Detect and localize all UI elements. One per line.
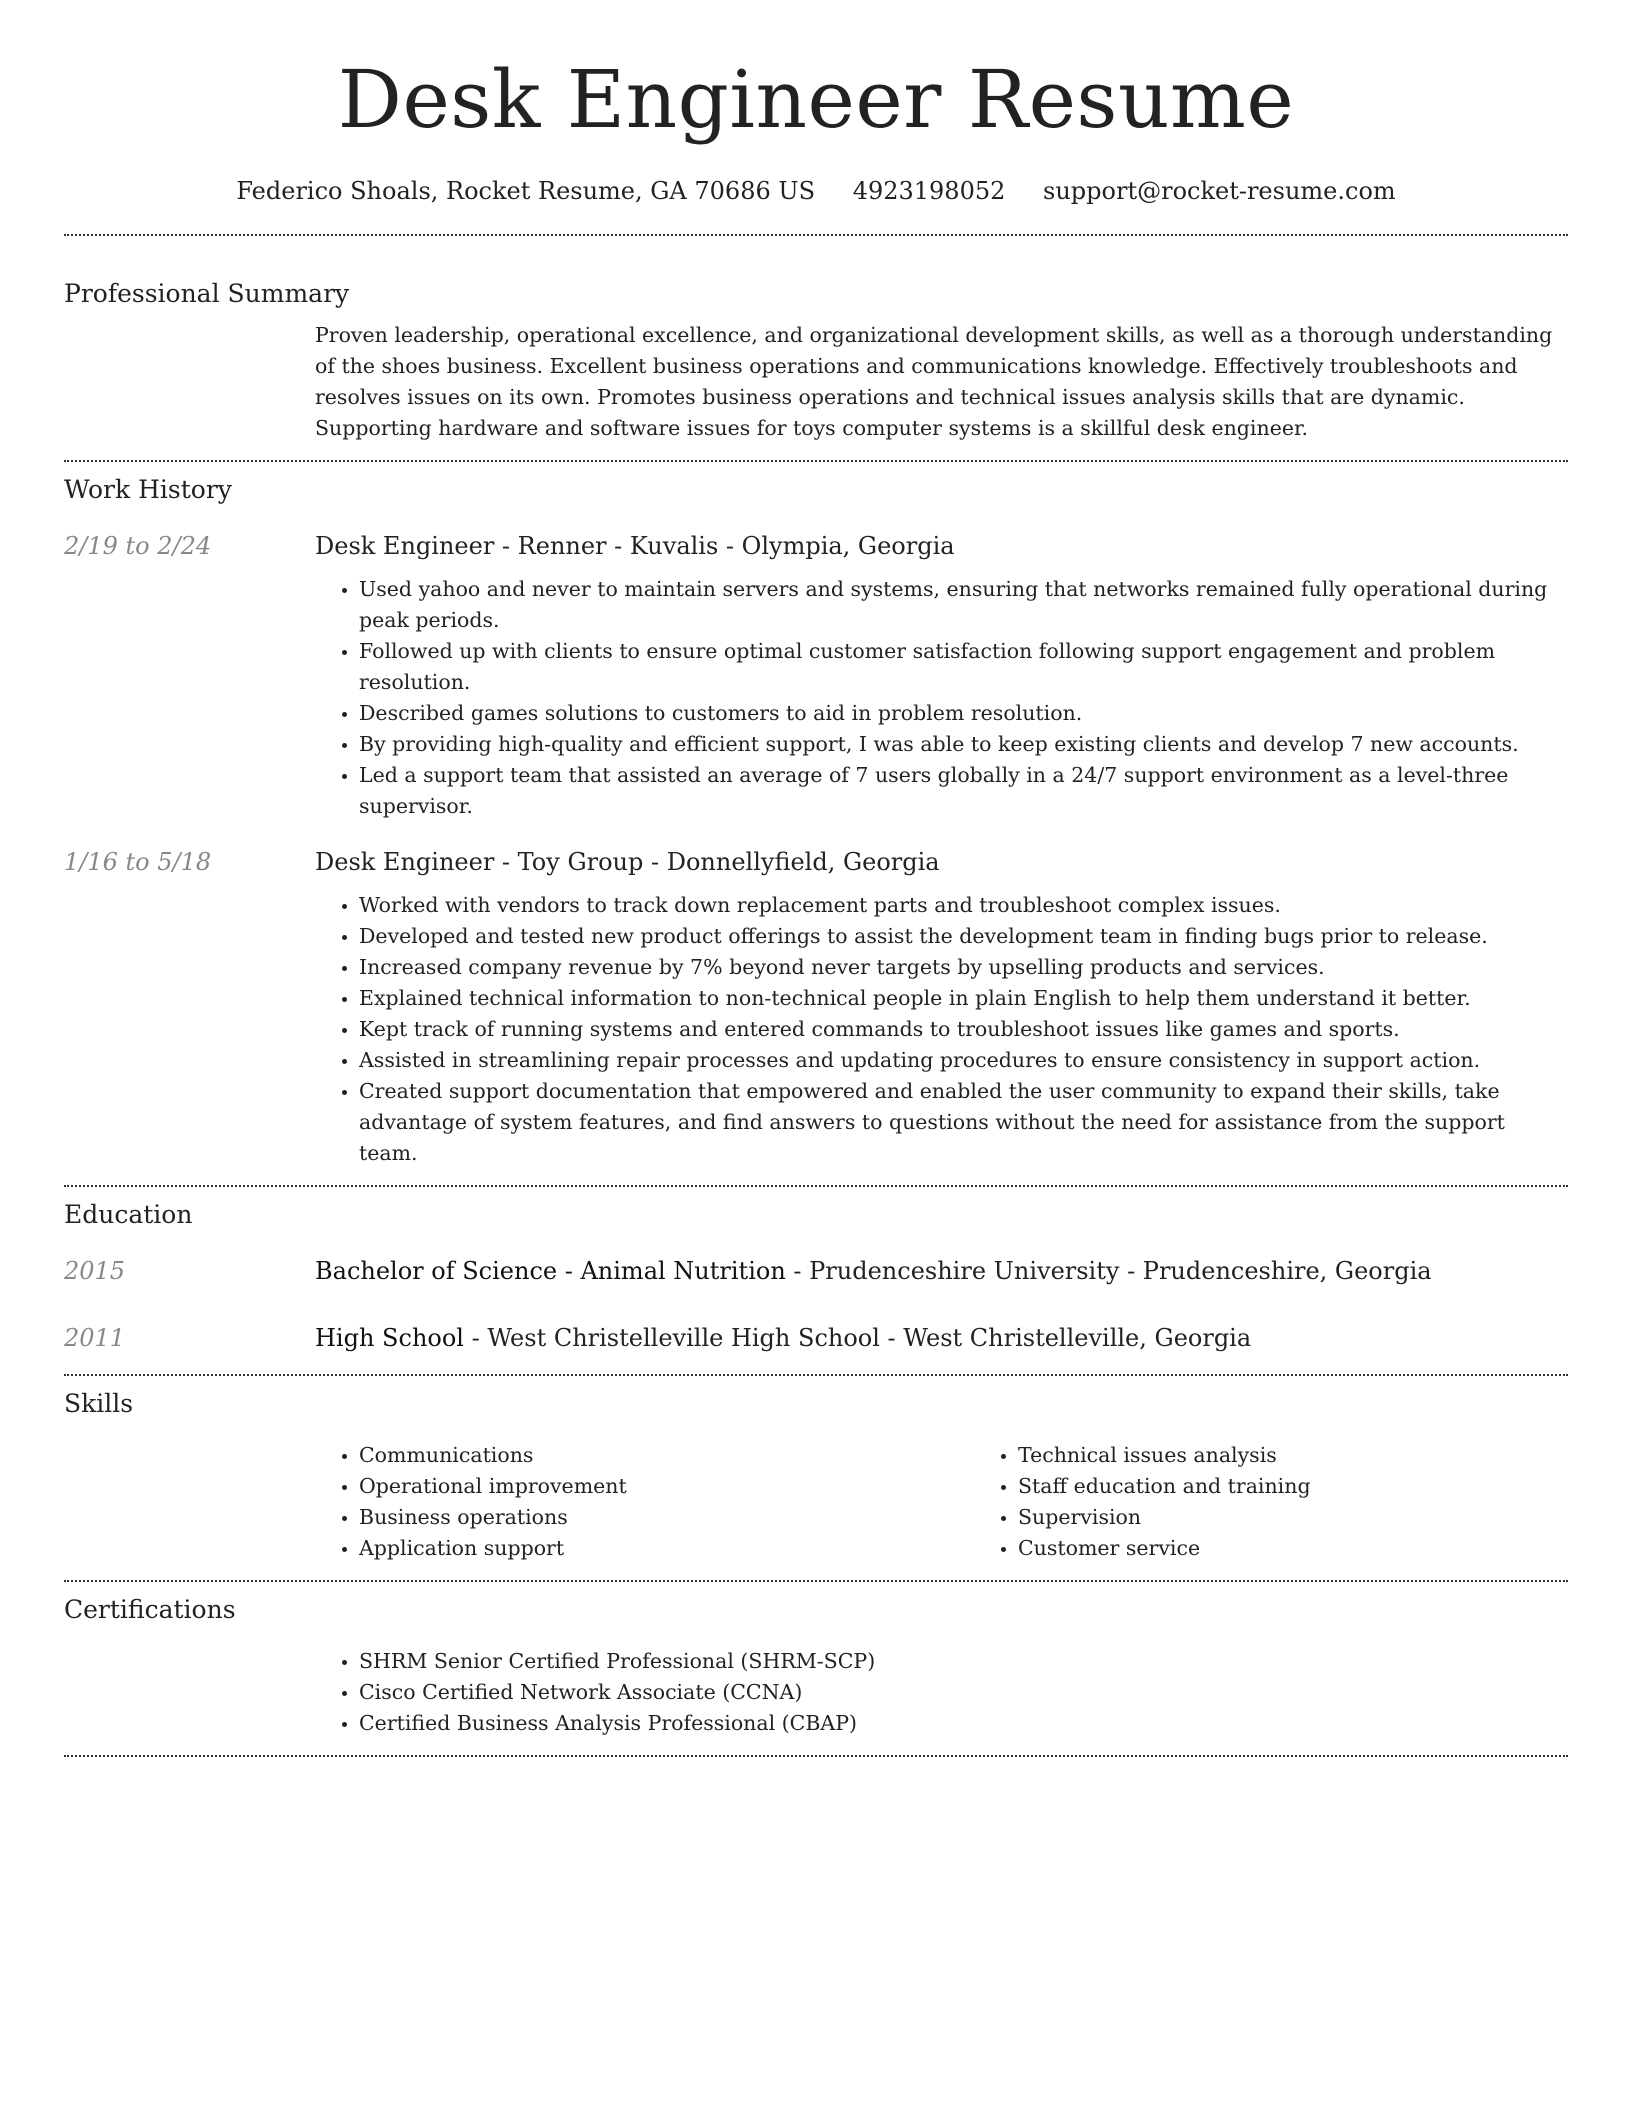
summary-text: Proven leadership, operational excellence, and organizational development skills, as well as a thorough understanding of the shoes business. Excellent business operations and communications knowledge. Effectively troubleshoots and resolves issues on its own. Promotes business operations and technical issues analysis skills that are dynamic. Supporting hardware and software issues for toys computer systems is a skillful desk engineer. — [315, 323, 1553, 440]
job-dates: 2/19 to 2/24 — [64, 532, 212, 560]
skills-list-left — [315, 1440, 974, 1564]
job-bullet: • Described games solutions to customers to aid in problem resolution. — [359, 698, 1568, 729]
skills-list-right — [974, 1440, 1632, 1564]
education-degree: High School — [315, 1324, 464, 1352]
education-details: - Prudenceshire University - Prudenceshire, Georgia — [785, 1257, 1432, 1285]
education-line — [315, 1322, 1568, 1354]
skill-item: • Supervision — [1018, 1502, 1632, 1533]
job-bullet: • Assisted in streamlining repair processes and updating procedures to ensure consistency in support action. — [359, 1045, 1568, 1076]
job-bullet: • Worked with vendors to track down replacement parts and troubleshoot complex issues. — [359, 890, 1568, 921]
education-line — [315, 1255, 1568, 1287]
education-details: - West Christelleville High School - West Christelleville, Georgia — [463, 1324, 1252, 1352]
job-bullet: • Kept track of running systems and entered commands to troubleshoot issues like games and sports. — [359, 1014, 1568, 1045]
job-heading — [315, 846, 1568, 878]
job-bullet: • Developed and tested new product offerings to assist the development team in finding bugs prior to release. — [359, 921, 1568, 952]
skill-item: • Customer service — [1018, 1533, 1632, 1564]
work-history-heading: Work History — [64, 475, 232, 504]
certification-item: • SHRM Senior Certified Professional (SHRM-SCP) — [359, 1646, 1568, 1677]
skills-section — [64, 1388, 1568, 1564]
education-degree: Bachelor of Science - Animal Nutrition — [315, 1257, 786, 1285]
education-heading: Education — [64, 1200, 193, 1229]
resume-title: Desk Engineer Resume — [337, 53, 1295, 146]
job-bullets — [315, 574, 1568, 822]
skill-item: • Communications — [359, 1440, 974, 1471]
skill-item: • Application support — [359, 1533, 974, 1564]
contact-email: support@rocket-resume.com — [1043, 177, 1396, 205]
job-role: Desk Engineer — [315, 848, 495, 876]
job-dates: 1/16 to 5/18 — [64, 848, 212, 876]
job-details: - Renner - Kuvalis - Olympia, Georgia — [494, 532, 955, 560]
contact-address: Federico Shoals, Rocket Resume, GA 70686 US — [236, 177, 816, 205]
skills-heading: Skills — [64, 1389, 134, 1418]
job-bullet: • Explained technical information to non-technical people in plain English to help them understand it better. — [359, 983, 1568, 1014]
section-divider — [64, 1374, 1568, 1376]
section-divider — [64, 1580, 1568, 1582]
contact-line — [64, 176, 1568, 206]
job-bullet: • Followed up with clients to ensure optimal customer satisfaction following support engagement and problem resolution. — [359, 636, 1568, 698]
skill-item: • Business operations — [359, 1502, 974, 1533]
job-details: - Toy Group - Donnellyfield, Georgia — [494, 848, 940, 876]
work-history-section — [64, 474, 1568, 1169]
education-year: 2011 — [64, 1324, 126, 1352]
resume-page — [64, 0, 1568, 1757]
skill-item: • Technical issues analysis — [1018, 1440, 1632, 1471]
skill-item: • Staff education and training — [1018, 1471, 1632, 1502]
skill-item: • Operational improvement — [359, 1471, 974, 1502]
job-bullets — [315, 890, 1568, 1169]
job-role: Desk Engineer — [315, 532, 495, 560]
certification-item: • Cisco Certified Network Associate (CCNA) — [359, 1677, 1568, 1708]
job-bullet: • By providing high-quality and efficient support, I was able to keep existing clients and develop 7 new accounts. — [359, 729, 1568, 760]
job-heading — [315, 530, 1568, 562]
summary-section — [64, 278, 1568, 444]
section-divider — [64, 1185, 1568, 1187]
contact-phone: 4923198052 — [852, 177, 1006, 205]
certification-item: • Certified Business Analysis Professional (CBAP) — [359, 1708, 1568, 1739]
section-divider — [64, 1755, 1568, 1757]
education-year: 2015 — [64, 1257, 126, 1285]
summary-heading: Professional Summary — [64, 279, 350, 308]
section-divider — [64, 234, 1568, 236]
job-bullet: • Increased company revenue by 7% beyond never targets by upselling products and services. — [359, 952, 1568, 983]
job-entry — [64, 530, 1568, 822]
certifications-list — [315, 1646, 1568, 1739]
job-entry — [64, 846, 1568, 1169]
certifications-heading: Certifications — [64, 1595, 236, 1624]
education-section — [64, 1199, 1568, 1354]
job-bullet: • Created support documentation that empowered and enabled the user community to expand their skills, take advantage of system features, and find answers to questions without the need for assistance from the support team. — [359, 1076, 1568, 1169]
job-bullet: • Led a support team that assisted an average of 7 users globally in a 24/7 support environment as a level-three supervisor. — [359, 760, 1568, 822]
education-entry — [64, 1322, 1568, 1354]
section-divider — [64, 460, 1568, 462]
certifications-section — [64, 1594, 1568, 1739]
education-entry — [64, 1255, 1568, 1287]
job-bullet: • Used yahoo and never to maintain servers and systems, ensuring that networks remained fully operational during peak periods. — [359, 574, 1568, 636]
